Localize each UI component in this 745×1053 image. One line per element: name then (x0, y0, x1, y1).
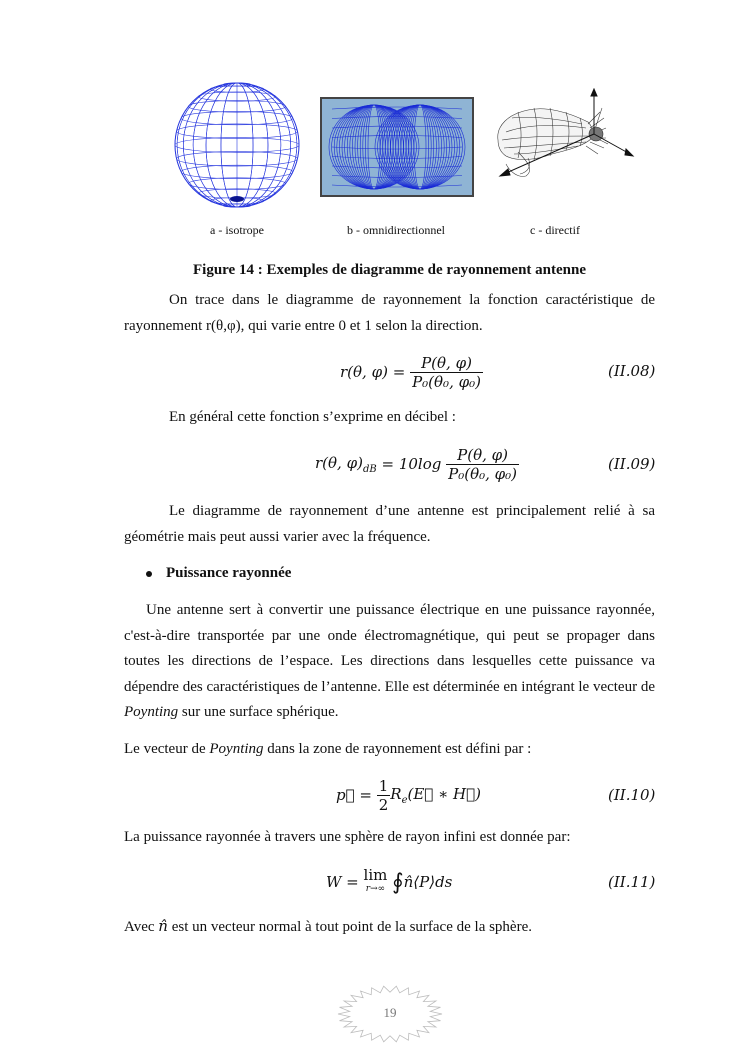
torus-mesh-line (350, 105, 398, 189)
torus-parallel-line (332, 107, 462, 109)
torus-mesh-line (360, 105, 388, 189)
equation-number-II-08: (II.08) (608, 362, 656, 380)
eq2-numerator: P(θ, φ) (446, 446, 519, 465)
torus-mesh-line (401, 105, 439, 189)
equation-number-II-11: (II.11) (608, 873, 656, 891)
eq2-lhs: r(θ, $\varphi)_{dB}$ (315, 453, 377, 475)
paragraph-infinite-sphere: La puissance rayonnée à travers une sphère de rayon infini est donnée par: (124, 829, 571, 845)
para5-post: dans la zone de rayonnement est défini par : (267, 741, 532, 757)
eq2-denominator: P₀(θ₀, φ₀) (448, 464, 518, 483)
paragraph-radiated-power (124, 598, 655, 726)
para5-pre: Le vecteur de (124, 741, 206, 757)
torus-parallel-line (332, 166, 462, 168)
equation-II-11 (326, 862, 452, 902)
equation-II-08 (340, 350, 483, 394)
eq4-lhs: W = (326, 873, 359, 891)
eq4-limit: lim r→∞ (363, 866, 388, 894)
paragraph-characteristic-function: On trace dans le diagramme de rayonnement la fonction caractéristique de rayonnement r(θ,φ), qui varie entre 0 et 1 selon la direction. (124, 292, 655, 334)
figure-label-b: b - omnidirectionnel (347, 223, 445, 237)
omnidirectional-panel (320, 97, 474, 197)
eq1-numerator: P(θ, φ) (410, 354, 483, 373)
torus-mesh-line (409, 105, 431, 189)
torus-mesh-line (396, 105, 444, 189)
torus-mesh-line (368, 105, 380, 189)
para4-tail: sur une surface sphérique. (181, 704, 339, 720)
eq3-numerator: 1 (378, 776, 389, 795)
torus-parallel-line (332, 185, 462, 187)
omnidirectional-diagram (322, 99, 472, 195)
eq1-fraction (410, 354, 483, 391)
torus-mesh-line (375, 105, 465, 189)
equation-II-10 (336, 774, 481, 816)
torus-parallel-line (332, 126, 462, 128)
figure-label-a: a - isotrope (210, 223, 264, 237)
eq3-denominator: 2 (378, 795, 389, 814)
page-number: 19 (383, 1005, 397, 1020)
figure-caption: Figure 14 : Exemples de diagramme de rayonnement antenne (192, 262, 587, 278)
eq3-rhs: $R_e(E⃗$ ∗ H⃗) (390, 784, 481, 806)
torus-mesh-line (355, 105, 393, 189)
paragraph-geometry: Le diagramme de rayonnement d’une antenne est principalement relié à sa géométrie mais peut aussi varier avec la fréquence. (124, 503, 655, 545)
para4-emph: Poynting (124, 704, 179, 720)
eq2-fraction (446, 446, 519, 483)
torus-mesh-line (352, 105, 395, 189)
torus-parallel-line (332, 136, 462, 138)
torus-mesh-line (398, 105, 441, 189)
torus-mesh-line (329, 105, 419, 189)
eq2-mid: = 10log (381, 455, 442, 473)
directional-diagram (488, 88, 640, 188)
bullet-heading (146, 565, 291, 582)
eq3-lhs: p⃗ = (336, 786, 372, 804)
eq4-rhs: n̂⟨P⟩ds (403, 873, 453, 891)
para7-symbol: n̂ (158, 917, 168, 935)
equation-number-II-09: (II.09) (608, 455, 656, 473)
page-number-badge (336, 984, 444, 1044)
paragraph-poynting (124, 737, 531, 763)
torus-mesh-line (406, 105, 434, 189)
para7-pre: Avec (124, 919, 155, 935)
para4-text: Une antenne sert à convertir une puissance électrique en une puissance rayonnée, c'est-à-dire transportée par une onde électromagnétique, qui peut se propager dans toutes les directions de l’espace. Les directions dans lesquelles cette puissance va dépendre des caractéristiques de l’antenne. Elle est déterminée en intégrant le vecteur de (124, 602, 655, 695)
eq3-fraction (377, 777, 391, 814)
bullet-dot (146, 571, 152, 577)
isotropic-sphere-diagram (172, 78, 302, 212)
eq1-denominator: P₀(θ₀, φ₀) (412, 372, 481, 391)
torus-mesh-line (414, 105, 426, 189)
equation-II-09 (315, 442, 519, 486)
torus-parallel-line (332, 147, 462, 149)
eq1-lhs: r(θ, φ) = (340, 363, 406, 381)
paragraph-decibel: En général cette fonction s’exprime en décibel : (169, 409, 456, 425)
equation-number-II-10: (II.10) (608, 786, 656, 804)
para7-post: est un vecteur normal à tout point de la surface de la sphère. (171, 919, 532, 935)
paragraph-normal-vector (124, 914, 532, 941)
bullet-heading-label: Puissance rayonnée (166, 565, 292, 581)
figure-14 (160, 78, 650, 238)
eq4-integral: ∮ (392, 869, 404, 895)
torus-parallel-line (332, 157, 462, 159)
torus-mesh-line (363, 105, 385, 189)
para5-emph: Poynting (209, 741, 264, 757)
figure-label-c: c - directif (530, 223, 580, 237)
